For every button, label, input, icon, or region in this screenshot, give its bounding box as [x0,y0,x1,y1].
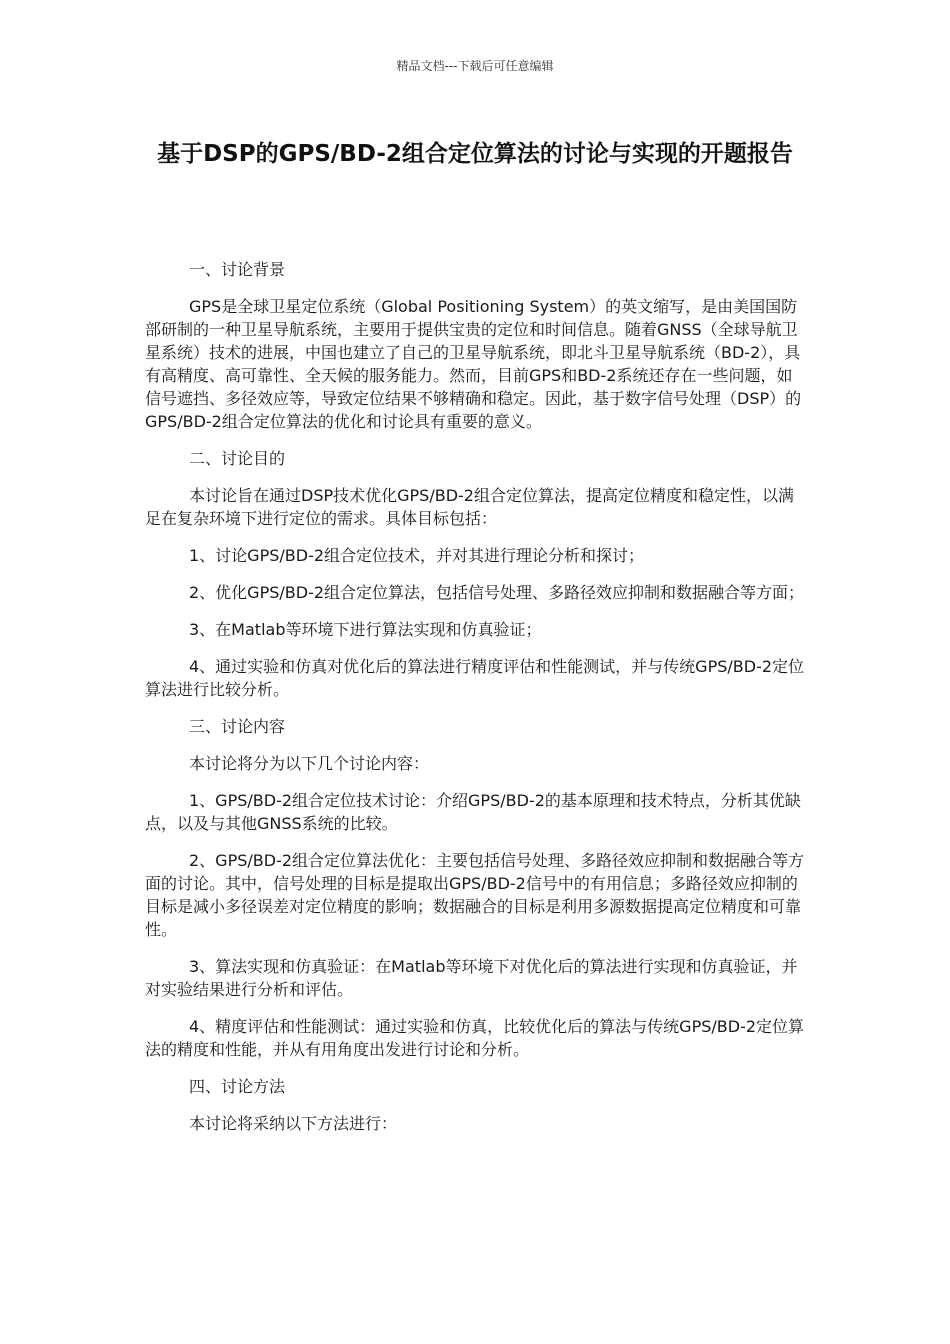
list-item-content-1: 1、GPS/BD-2组合定位技术讨论：介绍GPS/BD-2的基本原理和技术特点，分析其优缺点，以及与其他GNSS系统的比较。 [145,791,801,833]
list-item-purpose-3: 3、在Matlab等环境下进行算法实现和仿真验证； [189,620,542,639]
paragraph-content-intro: 本讨论将分为以下几个讨论内容： [189,754,430,773]
paragraph-background: GPS是全球卫星定位系统（Global Positioning System）的英文缩写，是由美国国防部研制的一种卫星导航系统，主要用于提供宝贵的定位和时间信息。随着GNSS（全球导航卫星系统）技术的进展，中国也建立了自己的卫星导航系统，即北斗卫星导航系统（BD-2），具有高精度、高可靠性、全天候的服务能力。然而，目前GPS和BD-2系统还存在一些问题，如信号遮挡、多径效应等，导致定位结果不够精确和稳定。因此，基于数字信号处理（DSP）的GPS/BD-2组合定位算法的优化和讨论具有重要的意义。 [145,297,802,431]
list-item-purpose-4: 4、通过实验和仿真对优化后的算法进行精度评估和性能测试，并与传统GPS/BD-2定位算法进行比较分析。 [145,657,805,699]
page-header: 精品文档---下载后可任意编辑 [396,59,554,73]
paragraph-purpose-intro: 本讨论旨在通过DSP技术优化GPS/BD-2组合定位算法，提高定位精度和稳定性，以满足在复杂环境下进行定位的需求。具体目标包括： [145,486,794,528]
section-heading-background: 一、讨论背景 [189,260,286,279]
list-item-purpose-2: 2、优化GPS/BD-2组合定位算法，包括信号处理、多路径效应抑制和数据融合等方面； [189,583,805,602]
section-heading-purpose: 二、讨论目的 [189,449,286,468]
section-heading-content: 三、讨论内容 [189,717,286,736]
list-item-content-4: 4、精度评估和性能测试：通过实验和仿真，比较优化后的算法与传统GPS/BD-2定位算法的精度和性能，并从有用角度出发进行讨论和分析。 [145,1017,805,1059]
paragraph-method-intro: 本讨论将采纳以下方法进行： [189,1114,398,1133]
list-item-purpose-1: 1、讨论GPS/BD-2组合定位技术，并对其进行理论分析和探讨； [189,546,645,565]
list-item-content-2: 2、GPS/BD-2组合定位算法优化：主要包括信号处理、多路径效应抑制和数据融合等方面的讨论。其中，信号处理的目标是提取出GPS/BD-2信号中的有用信息；多路径效应抑制的目标是减小多径误差对定位精度的影响；数据融合的目标是利用多源数据提高定位精度和可靠性。 [145,851,805,939]
section-heading-method: 四、讨论方法 [189,1077,286,1096]
document-title: 基于DSP的GPS/BD-2组合定位算法的讨论与实现的开题报告 [157,141,793,167]
list-item-content-3: 3、算法实现和仿真验证：在Matlab等环境下对优化后的算法进行实现和仿真验证，并对实验结果进行分析和评估。 [145,957,798,999]
document-body [145,258,805,1149]
